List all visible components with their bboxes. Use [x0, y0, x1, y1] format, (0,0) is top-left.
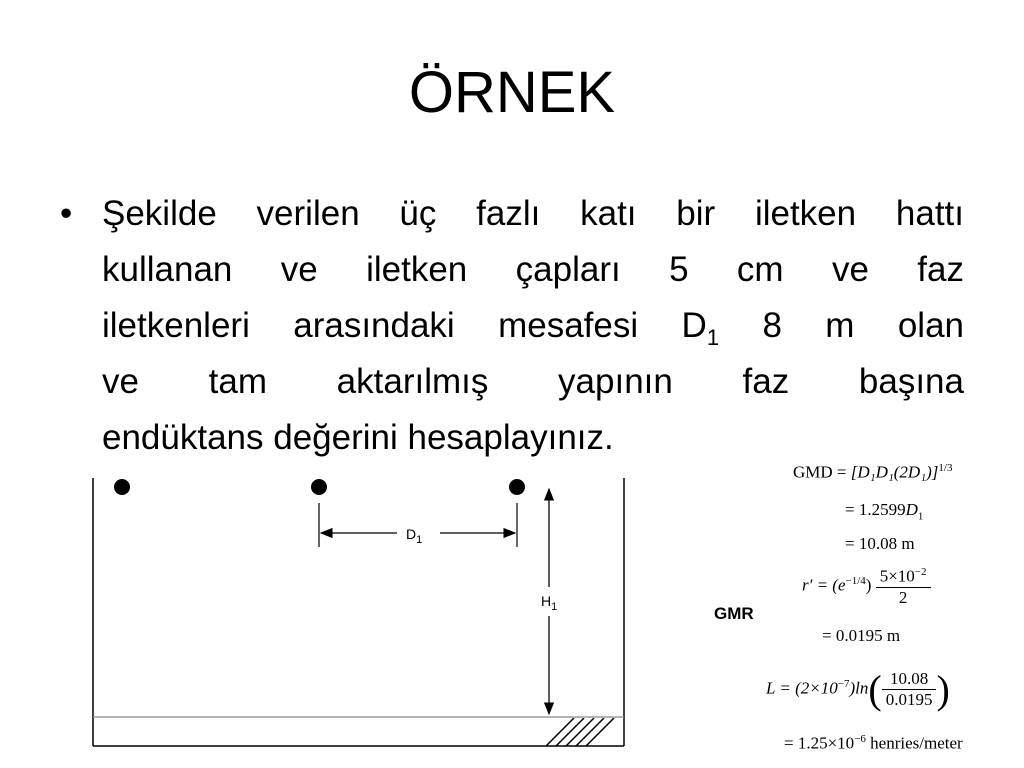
bullet-line-3: iletkenleri arasındaki mesafesi $D_1$ 8 m olan [102, 306, 965, 350]
r-prime-result: = 0.0195 m [822, 626, 901, 645]
bullet-line-5: endüktans değerini hesaplayınız. [102, 418, 614, 457]
bullet-marker: • [60, 194, 73, 233]
d1-label: $D_1$ [406, 526, 423, 546]
gmd-equation: GMD = $[D_1D_1(2D_1)]^{1/3}$ [793, 462, 953, 482]
bullet-line-2: kullanan ve iletken çapları 5 cm ve faz [102, 250, 964, 289]
conductor-b [311, 479, 327, 495]
conductor-a [114, 479, 130, 495]
gmr-label: GMR [714, 604, 754, 623]
gmd-equation-line2: = $1.2599D_1$ [845, 500, 924, 523]
r-prime-fraction: $\frac{5\times 10^{-2}}{2}$ [876, 566, 931, 608]
r-prime-equation: $r' = (e^{-1/4})$ $\frac{5\times 10^{-2}}{2}$ [802, 566, 931, 608]
slide-title: ÖRNEK [408, 60, 616, 125]
h1-label: $H_1$ [541, 593, 558, 613]
inductance-result: = $1.25\times 10^{-6}$ henries/meter [784, 733, 963, 753]
inductance-equation: $L = (2\times 10^{-7})\ln$( $\frac{10.08}{0.0195}$ ) [766, 667, 950, 712]
bullet-line-4: ve tam aktarılmış yapının faz başına [102, 362, 964, 401]
conductor-c [509, 479, 525, 495]
inductance-fraction: $\frac{10.08}{0.0195}$ [882, 669, 937, 710]
ground-hatch [546, 718, 614, 746]
bullet-line-1: Şekilde verilen üç fazlı katı bir iletken hattı [102, 194, 964, 233]
gmd-equation-line3: = 10.08 m [845, 534, 915, 553]
